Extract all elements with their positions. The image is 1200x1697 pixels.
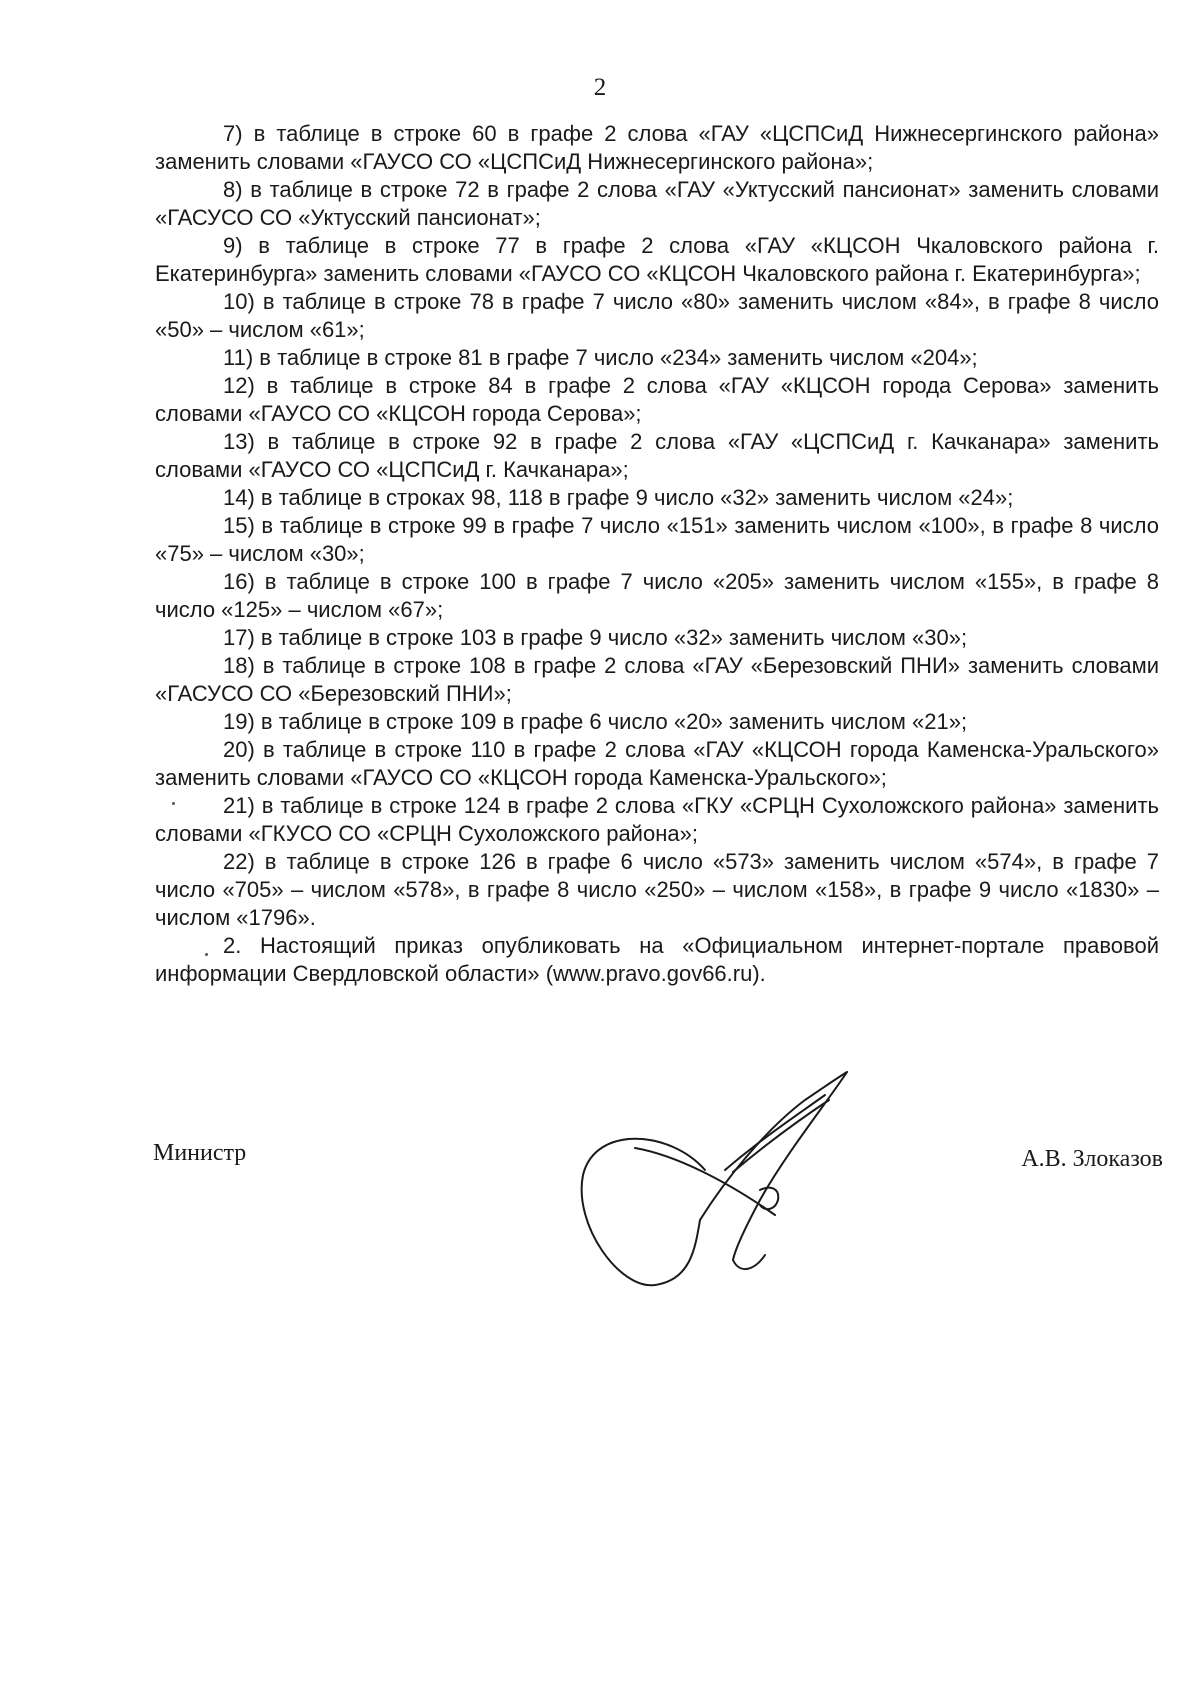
amendment-item-7: 7) в таблице в строке 60 в графе 2 слова «ГАУ «ЦСПСиД Нижнесергинского района» заменить словами «ГАУСО СО «ЦСПСиД Нижнесергинского района»;: [155, 121, 1159, 174]
amendment-item-11: 11) в таблице в строке 81 в графе 7 число «234» заменить числом «204»;: [223, 345, 978, 370]
scan-speck: [172, 802, 175, 805]
page-number: 2: [593, 74, 607, 101]
amendment-item-18: 18) в таблице в строке 108 в графе 2 слова «ГАУ «Березовский ПНИ» заменить словами «ГАСУСО СО «Березовский ПНИ»;: [155, 653, 1159, 706]
amendment-item-14: 14) в таблице в строках 98, 118 в графе 9 число «32» заменить числом «24»;: [223, 485, 1014, 510]
document-body: [155, 120, 1159, 988]
amendment-item-9: 9) в таблице в строке 77 в графе 2 слова «ГАУ «КЦСОН Чкаловского района г. Екатеринбурга» заменить словами «ГАУСО СО «КЦСОН Чкаловского района г. Екатеринбурга»;: [155, 233, 1159, 286]
publication-clause: 2. Настоящий приказ опубликовать на «Официальном интернет-портале правовой информации Свердловской области» (www.pravo.gov66.ru).: [155, 933, 1159, 986]
handwritten-signature: [575, 1060, 875, 1320]
signatory-name: А.В. Злоказов: [1021, 1146, 1163, 1172]
scan-speck: [205, 953, 208, 956]
amendment-item-20: 20) в таблице в строке 110 в графе 2 слова «ГАУ «КЦСОН города Каменска-Уральского» заменить словами «ГАУСО СО «КЦСОН города Каменска-Уральского»;: [155, 737, 1159, 790]
amendment-item-12: 12) в таблице в строке 84 в графе 2 слова «ГАУ «КЦСОН города Серова» заменить словами «ГАУСО СО «КЦСОН города Серова»;: [155, 373, 1159, 426]
amendment-item-13: 13) в таблице в строке 92 в графе 2 слова «ГАУ «ЦСПСиД г. Качканара» заменить словами «ГАУСО СО «ЦСПСиД г. Качканара»;: [155, 429, 1159, 482]
amendment-item-17: 17) в таблице в строке 103 в графе 9 число «32» заменить числом «30»;: [223, 625, 968, 650]
amendment-item-19: 19) в таблице в строке 109 в графе 6 число «20» заменить числом «21»;: [223, 709, 968, 734]
amendment-item-21: 21) в таблице в строке 124 в графе 2 слова «ГКУ «СРЦН Сухоложского района» заменить словами «ГКУСО СО «СРЦН Сухоложского района»;: [155, 793, 1159, 846]
amendment-item-10: 10) в таблице в строке 78 в графе 7 число «80» заменить числом «84», в графе 8 число «50» – числом «61»;: [155, 289, 1159, 342]
amendment-item-15: 15) в таблице в строке 99 в графе 7 число «151» заменить числом «100», в графе 8 число «75» – числом «30»;: [155, 513, 1159, 566]
amendment-item-8: 8) в таблице в строке 72 в графе 2 слова «ГАУ «Уктусский пансионат» заменить словами «ГАСУСО СО «Уктусский пансионат»;: [155, 177, 1159, 230]
amendment-item-16: 16) в таблице в строке 100 в графе 7 число «205» заменить числом «155», в графе 8 число «125» – числом «67»;: [155, 569, 1159, 622]
amendment-item-22: 22) в таблице в строке 126 в графе 6 число «573» заменить числом «574», в графе 7 число «705» – числом «578», в графе 8 число «250» – числом «158», в графе 9 число «1830» – числом «1796».: [155, 849, 1159, 930]
signatory-title: Министр: [153, 1140, 247, 1166]
